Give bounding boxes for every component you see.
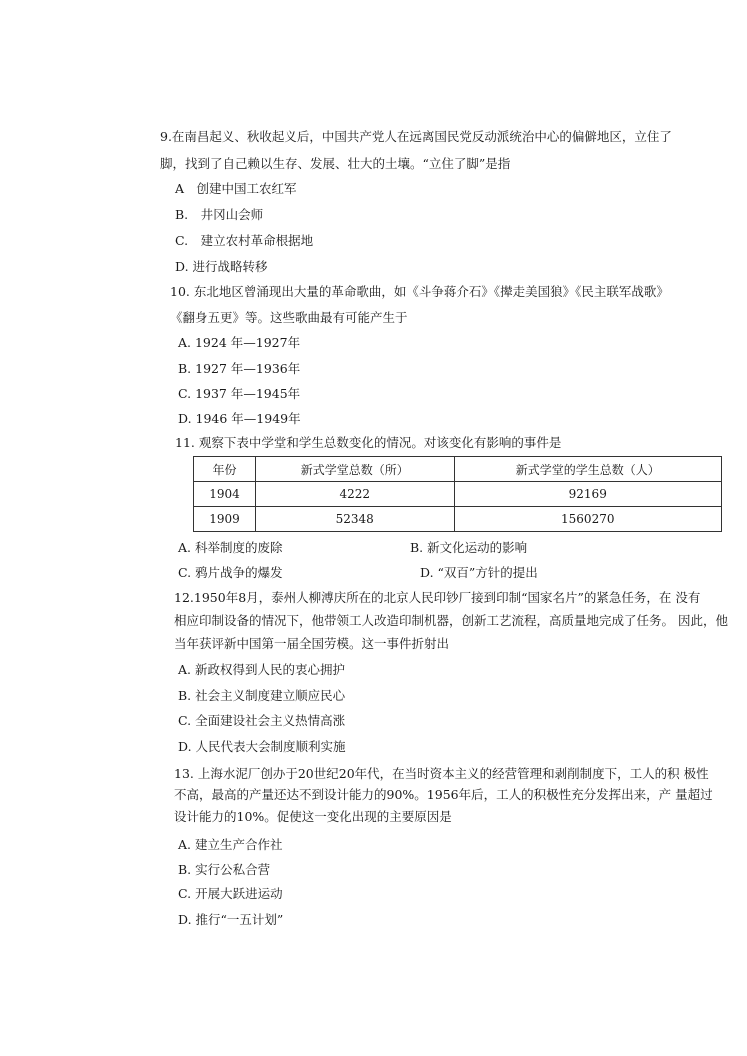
q9-option-b: B. 井冈山会师 <box>175 207 264 222</box>
q12-stem-line3: 当年获评新中国第一届全国劳模。这一事件折射出 <box>174 636 450 651</box>
q9-option-d: D. 进行战略转移 <box>175 259 268 274</box>
q10-option-d: D. 1946 年—1949年 <box>178 411 301 426</box>
q12-stem-line2: 相应印制设备的情况下，他带领工人改造印制机器，创新工艺流程，高质量地完成了任务。 因此，他 <box>174 613 728 628</box>
q11-option-b: B. 新文化运动的影响 <box>410 540 528 555</box>
q12-option-a: A. 新政权得到人民的衷心拥护 <box>178 662 345 677</box>
q9-option-a: A 创建中国工农红军 <box>175 181 297 196</box>
table-cell: 1909 <box>194 507 256 532</box>
table-cell: 92169 <box>454 482 721 507</box>
q9-stem-line1: 9.在南昌起义、秋收起义后，中国共产党人在远离国民党反动派统治中心的偏僻地区，立住了 <box>160 129 672 144</box>
table-row <box>194 482 722 507</box>
q12-option-d: D. 人民代表大会制度顺利实施 <box>178 739 346 754</box>
q13-stem-line2: 不高，最高的产量还达不到设计能力的90%。1956年后，工人的积极性充分发挥出来，产 量超过 <box>174 787 713 802</box>
q11-stem: 11. 观察下表中学堂和学生总数变化的情况。对该变化有影响的事件是 <box>175 435 562 450</box>
q13-option-b: B. 实行公私合营 <box>178 862 271 877</box>
q10-option-c: C. 1937 年—1945年 <box>178 386 301 401</box>
q12-option-b: B. 社会主义制度建立顺应民心 <box>178 688 346 703</box>
table-header-cell: 新式学堂总数（所） <box>255 457 454 482</box>
q10-stem-line2: 《翻身五更》等。这些歌曲最有可能产生于 <box>170 310 408 325</box>
table-cell: 52348 <box>255 507 454 532</box>
q13-stem-line1: 13. 上海水泥厂创办于20世纪20年代，在当时资本主义的经营管理和剥削制度下，工人的积 极性 <box>174 766 709 781</box>
table-cell: 1904 <box>194 482 256 507</box>
q13-option-d: D. 推行“一五计划” <box>178 912 284 927</box>
q13-option-c: C. 开展大跃进运动 <box>178 886 283 901</box>
q11-option-a: A. 科举制度的废除 <box>178 540 283 555</box>
q10-stem-line1: 10. 东北地区曾涌现出大量的革命歌曲，如《斗争蒋介石》《撵走美国狼》《民主联军战歌》 <box>170 284 669 299</box>
table-row <box>194 507 722 532</box>
table-cell: 4222 <box>255 482 454 507</box>
table-header-cell: 新式学堂的学生总数（人） <box>454 457 721 482</box>
q13-option-a: A. 建立生产合作社 <box>178 837 283 852</box>
q10-option-b: B. 1927 年—1936年 <box>178 361 301 376</box>
q9-option-c: C. 建立农村革命根据地 <box>175 233 314 248</box>
q11-option-d: D. “双百”方针的提出 <box>420 565 538 580</box>
q11-option-c: C. 鸦片战争的爆发 <box>178 565 283 580</box>
q12-option-c: C. 全面建设社会主义热情高涨 <box>178 713 346 728</box>
q13-stem-line3: 设计能力的10%。促使这一变化出现的主要原因是 <box>174 809 452 824</box>
table-cell: 1560270 <box>454 507 721 532</box>
table-header-cell: 年份 <box>194 457 256 482</box>
school-statistics-table <box>193 456 722 532</box>
q12-stem-line1: 12.1950年8月，泰州人柳溥庆所在的北京人民印钞厂接到印制“国家名片”的紧急任务，在 没有 <box>174 590 701 605</box>
table-header-row <box>194 457 722 482</box>
q9-stem-line2: 脚，找到了自己赖以生存、发展、壮大的土壤。“立住了脚”是指 <box>160 156 511 171</box>
q10-option-a: A. 1924 年—1927年 <box>178 335 301 350</box>
